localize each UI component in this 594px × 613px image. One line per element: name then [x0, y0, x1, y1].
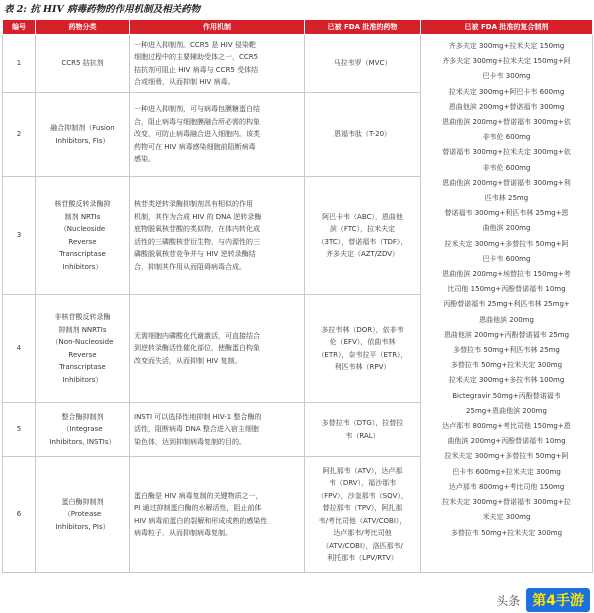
row-number: 5: [3, 403, 36, 457]
approved-drugs-line: 齐多夫定（AZT/ZDV）: [325, 250, 400, 258]
drug-category-line: （Nucleoside: [59, 225, 106, 233]
mechanism-line: 合，抑制其作用从而阻碍病毒合成。: [134, 262, 246, 271]
row-number: 6: [3, 457, 36, 573]
drug-category-line: Reverse: [68, 350, 97, 359]
drug-category-line: Transcriptase: [59, 363, 106, 371]
mechanism-line: 机制，其作为合成 HIV 的 DNA 逆转录酶: [134, 212, 262, 221]
table-caption: 表 2: 抗 HIV 病毒药物的作用机制及相关药物: [4, 4, 201, 15]
combination-drugs-line: 恩曲他滨 200mg+丙酚替诺福韦 25mg: [443, 330, 570, 339]
drug-category-line: 蛋白酶抑制剂: [61, 497, 104, 506]
approved-drugs-line: （ETR），奈韦拉平（ETR），: [317, 350, 408, 359]
combination-drugs-line: 多替拉韦 50mg+利匹韦林 25mg: [453, 346, 560, 355]
combination-drugs-line: 恩曲他滨 200mg+替诺福韦 300mg+利: [442, 178, 571, 187]
mechanism: [130, 35, 305, 93]
approved-drugs-line: 多拉韦林（DOR），依非韦: [321, 325, 404, 334]
combination-drugs-line: 多替拉韦 50mg+拉米夫定 300mg: [450, 528, 563, 537]
approved-drugs-line: 韦（DRV），福沙那韦: [328, 479, 397, 487]
header-combinations: 已被 FDA 批准的复合制剂: [421, 20, 593, 35]
combination-drugs-line: 比司他 150mg+丙酚替诺福韦 10mg: [447, 285, 566, 294]
drug-category-line: 整合酶抑制剂: [61, 412, 104, 421]
combination-drugs-line: 替诺福韦 300mg+利匹韦林 25mg+恩: [444, 209, 569, 218]
mechanism: [130, 403, 305, 457]
mechanism-line: 改变，可防止病毒融合进入细胞内。该类: [134, 130, 260, 139]
row-number: 4: [3, 295, 36, 403]
mechanism-line: 合或细脅，从而抑制 HIV 病毒。: [134, 78, 235, 86]
approved-drugs-line: 替拉那韦（TPV），阿扎那: [322, 504, 403, 512]
combination-drugs-line: 巴卡韦 300mg: [482, 72, 531, 81]
combination-drugs-line: 拉米夫定 300mg+多替拉韦 50mg+阿: [444, 239, 569, 248]
header-mechanism: 作用机制: [130, 20, 305, 35]
drug-category: [36, 93, 130, 177]
approved-drugs-line: （3TC），替诺福韦（TDF），: [317, 237, 408, 246]
mechanism-line: 合，阻止病毒与细胞膜融合所必需的构象: [134, 117, 260, 126]
mechanism-line: 一种进入抑制剂。CCR5 是 HIV 侵染靶: [134, 40, 256, 49]
row-number: 1: [3, 35, 36, 93]
mechanism-line: 改变而失活，从而抑制 HIV 复制。: [134, 356, 242, 365]
drug-category: [36, 403, 130, 457]
watermark-source: 头条: [496, 593, 521, 608]
approved-drugs-line: 利匹韦林（RPV）: [334, 363, 391, 371]
combination-drugs-line: 曲他滨 200mg: [482, 224, 531, 233]
approved-drugs-line: 韦（RAL）: [345, 431, 380, 440]
drug-category-line: Inhibitors, INSTIs）: [49, 437, 116, 446]
drug-category-line: 制剂 NRTIs: [64, 212, 101, 221]
mechanism-line: 磷酸脱氧核苷竞争并与 HIV 逆转录酶结: [134, 250, 256, 258]
mechanism-line: 无需细胞内磷酸化代谢激活，可直接结合: [134, 331, 260, 340]
header-category: 药物分类: [36, 20, 130, 35]
combination-drugs-line: 非韦伦 600mg: [482, 163, 531, 172]
combination-drugs-line: 齐多夫定 300mg+拉米夫定 150mg+阿: [442, 57, 571, 66]
drug-category: [36, 35, 130, 93]
mechanism-line: 到逆转录酶活性催化部位，使酶蛋白构象: [134, 344, 260, 353]
watermark-logo: 第4手游: [526, 588, 590, 612]
drug-category-line: （Non-Nucleoside: [51, 338, 114, 346]
combination-drugs: [421, 35, 593, 573]
drug-category-line: Inhibitors, FIs）: [55, 136, 110, 145]
combination-drugs-line: 米夫定 300mg: [482, 513, 531, 522]
row-number: 3: [3, 177, 36, 295]
mechanism-line: 核苷类逆转录酶抑制剂具有相似的作用: [134, 200, 253, 208]
approved-drugs-line: 利托那韦（LPV/RTV）: [327, 554, 398, 562]
combination-drugs-line: 丙酚替诺福韦 25mg+利匹韦林 25mg+: [443, 300, 570, 309]
mechanism-line: 蛋白酶是 HIV 病毒复制的关键物质之一，: [134, 491, 263, 500]
drug-category-line: 抑制剂 NNRTIs: [58, 325, 107, 334]
approved-drugs-line: 阿扎那韦（ATV），达卢那: [322, 466, 403, 475]
drug-category: [36, 457, 130, 573]
combination-drugs-line: 齐多夫定 300mg+拉米夫定 150mg: [448, 42, 565, 50]
approved-drugs: [305, 295, 421, 403]
approved-drugs-line: （FPV），沙奎那韦（SQV），: [317, 491, 408, 500]
watermark: [496, 589, 590, 611]
approved-drugs-line: 马拉韦罗（MVC）: [333, 59, 392, 68]
drug-category-line: （Integrase: [62, 425, 103, 434]
drug-category-line: Reverse: [68, 237, 97, 246]
combination-drugs-line: 拉米夫定 300mg+多拉韦林 100mg: [448, 376, 565, 385]
drug-category-line: 核苷酸反转录酶抑: [54, 200, 111, 208]
drug-table: [2, 19, 593, 573]
mechanism-line: 活性，阻断病毒 DNA 整合进入宿主细胞: [134, 425, 259, 434]
combination-drugs-line: 达卢那韦 800mg+考比司他 150mg+恩: [442, 422, 571, 431]
header-approved-drugs: 已被 FDA 批准的药物: [305, 20, 421, 35]
approved-drugs: [305, 177, 421, 295]
combination-drugs-line: 恩曲他滨 200mg+埃替拉韦 150mg+考: [442, 270, 571, 279]
drug-category: [36, 295, 130, 403]
combination-drugs-line: 恩曲他滨 200mg: [479, 315, 534, 324]
combination-drugs-line: 巴卡韦 600mg+拉米夫定 300mg: [452, 467, 561, 476]
drug-category-line: 非核苷酸反转录酶: [54, 313, 111, 321]
combination-drugs-line: 恩曲他滨 200mg+替诺福韦 300mg: [448, 102, 565, 111]
combination-drugs-line: 25mg+恩曲他滨 200mg: [466, 406, 547, 415]
table-row: [3, 35, 593, 93]
mechanism: [130, 93, 305, 177]
drug-category-line: Inhibitors）: [62, 262, 103, 271]
approved-drugs: [305, 457, 421, 573]
mechanism-line: 感染。: [134, 155, 155, 164]
mechanism-line: 拮抗剂可阻止 HIV 病毒与 CCR5 受体结: [134, 65, 259, 74]
drug-category-line: CCR5 拮抗剂: [61, 59, 104, 68]
combination-drugs-line: 非韦伦 600mg: [482, 133, 531, 142]
combination-drugs-line: 拉米夫定 300mg+多替拉韦 50mg+阿: [444, 452, 569, 461]
combination-drugs-line: 达卢那韦 800mg+考比司他 150mg: [448, 482, 565, 491]
mechanism: [130, 457, 305, 573]
header-number: 编号: [3, 20, 36, 35]
mechanism-line: HIV 病毒前蛋白的裂解和形成成熟的感染性: [134, 516, 268, 525]
approved-drugs-line: 多替拉韦（DTG），拉替拉: [321, 419, 404, 427]
row-number: 2: [3, 93, 36, 177]
combination-drugs-line: 恩曲他滨 200mg+替诺福韦 300mg+依: [442, 118, 571, 127]
mechanism: [130, 295, 305, 403]
mechanism-line: PI 通过抑制蛋白酶的水解活性，阻止前体: [134, 504, 262, 512]
mechanism: [130, 177, 305, 295]
drug-category-line: 融合抑制剂（Fusion: [50, 124, 115, 132]
mechanism-line: 染色体，达到抑制病毒复制的目的。: [134, 437, 246, 446]
drug-category-line: Transcriptase: [59, 250, 106, 258]
approved-drugs-line: 恩福韦肽（T-20）: [333, 130, 392, 139]
combination-drugs-line: 拉米夫定 300mg+替诺福韦 300mg+拉: [442, 498, 571, 507]
drug-category: [36, 177, 130, 295]
mechanism-line: INSTI 可以选择性地抑制 HIV-1 整合酶的: [134, 412, 262, 421]
combination-drugs-line: 拉米夫定 300mg+阿巴卡韦 600mg: [448, 87, 565, 96]
combination-drugs-line: 多替拉韦 50mg+拉米夫定 300mg: [450, 361, 563, 370]
approved-drugs-line: （ATV/COBI），洛匹那韦/: [322, 541, 403, 550]
table-header-row: [3, 20, 593, 35]
mechanism-line: 底物脱氧核苷酸的类似物，在体内转化成: [134, 225, 260, 233]
mechanism-line: 一种进入抑制剂，可与病毒包膜糖蛋白结: [134, 105, 260, 114]
mechanism-line: 活性的三磷酸核苷衍生物，与内源性的三: [134, 237, 260, 246]
drug-category-line: Inhibitors, PIs）: [55, 522, 110, 531]
approved-drugs: [305, 35, 421, 93]
drug-category-line: Inhibitors）: [62, 375, 103, 384]
combination-drugs-line: 替诺福韦 300mg+拉米夫定 300mg+依: [442, 148, 571, 157]
approved-drugs-line: 滨（FTC），拉米夫定: [329, 225, 396, 233]
combination-drugs-line: 巴卡韦 600mg: [482, 254, 531, 263]
approved-drugs: [305, 403, 421, 457]
combination-drugs-line: Bictegravir 50mg+丙酚替诺福韦: [452, 391, 561, 400]
combination-drugs-line: 匹韦林 25mg: [484, 194, 529, 203]
drug-category-line: （Protease: [63, 510, 102, 519]
approved-drugs-line: 达卢那韦/考比司他: [333, 529, 392, 537]
approved-drugs-line: 阿巴卡韦（ABC），恩曲他: [322, 212, 403, 221]
approved-drugs: [305, 93, 421, 177]
approved-drugs-line: 韦/考比司他（ATV/COBI），: [318, 516, 407, 525]
mechanism-line: 药物可在 HIV 病毒感染细胞前阻断病毒: [134, 142, 256, 151]
approved-drugs-line: 伦（EFV），依曲韦林: [329, 338, 396, 346]
mechanism-line: 病毒粒子，从而抑制病毒复制。: [134, 529, 232, 537]
combination-drugs-line: 曲他滨 200mg+丙酚替诺福韦 10mg: [447, 437, 566, 446]
mechanism-line: 细胞过程中的主要辅助受体之一，CCR5: [134, 53, 259, 61]
